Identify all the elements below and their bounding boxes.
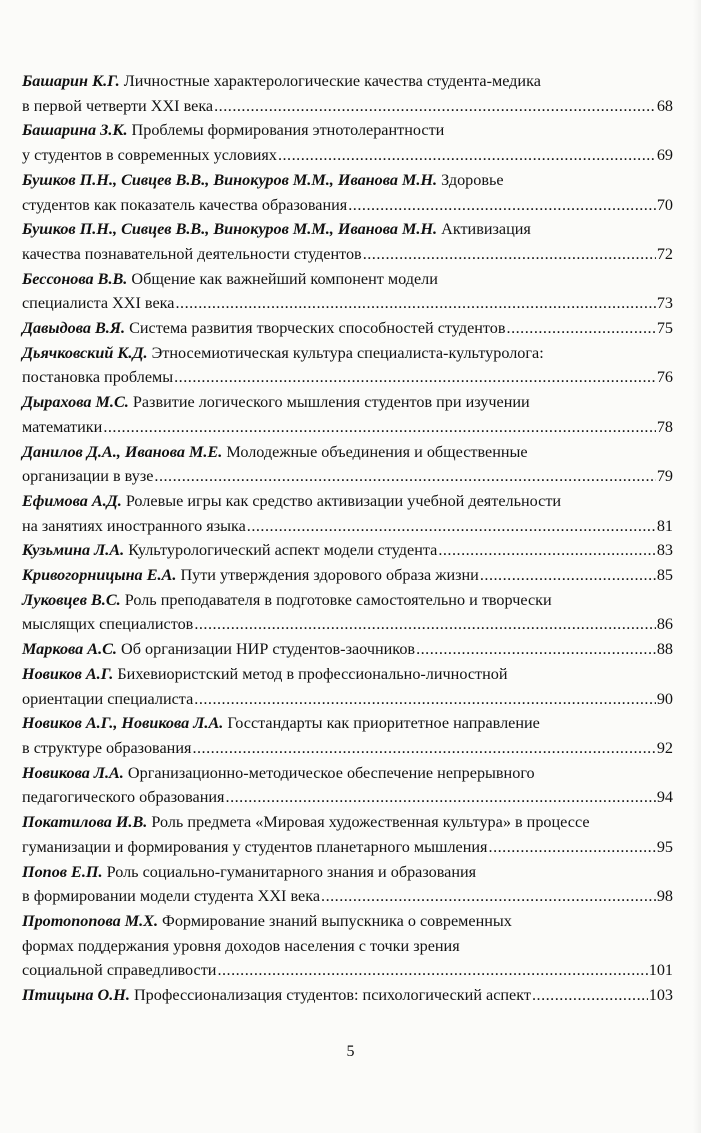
- dot-leader: [438, 538, 655, 563]
- entry-page-number: 69: [656, 146, 673, 165]
- dot-leader: [174, 365, 656, 390]
- page-edge-shadow: [693, 0, 701, 1133]
- entry-title-line: Здоровье: [441, 170, 504, 189]
- entry-title-line: Общение как важнейший компонент модели: [131, 269, 438, 288]
- entry-page-number: 90: [656, 689, 673, 708]
- entry-page-number: 83: [656, 541, 673, 560]
- entry-title-line: Профессионализация студентов: психологический аспект: [133, 986, 531, 1005]
- dot-leader: [321, 884, 656, 909]
- entry-page-number: 70: [656, 195, 673, 214]
- page-number: 5: [346, 1043, 355, 1060]
- dot-leader: [480, 563, 656, 588]
- dot-leader: [214, 94, 656, 119]
- toc-entry: [22, 662, 673, 711]
- entry-title-line: Об организации НИР студентов-заочников: [121, 640, 416, 659]
- entry-title-line: студентов как показатель качества образования: [22, 195, 348, 214]
- dot-leader: [175, 291, 655, 316]
- entry-author: Бессонова В.В.: [22, 269, 128, 288]
- entry-author: Птицына О.Н.: [22, 986, 130, 1005]
- entry-author: Бушков П.Н., Сивцев В.В., Винокуров М.М., Иванова М.Н.: [22, 170, 438, 189]
- toc-entry: [22, 168, 673, 217]
- entry-page-number: 78: [656, 417, 673, 436]
- toc-entry: [22, 637, 673, 662]
- dot-leader: [217, 958, 647, 983]
- entry-author: Давыдова В.Я.: [22, 319, 126, 338]
- entry-author: Дырахова М.С.: [22, 393, 129, 412]
- entry-author: Луковцев В.С.: [22, 590, 121, 609]
- dot-leader: [154, 464, 655, 489]
- dot-leader: [348, 193, 656, 218]
- entry-title-line: организации в вузе: [22, 467, 154, 486]
- dot-leader: [226, 785, 656, 810]
- entry-page-number: 94: [656, 788, 673, 807]
- entry-author: Данилов Д.А., Иванова М.Е.: [22, 442, 223, 461]
- entry-page-number: 76: [656, 368, 673, 387]
- entry-title-line: ориентации специалиста: [22, 689, 194, 708]
- toc-entry: [22, 538, 673, 563]
- entry-author: Дьячковский К.Д.: [22, 343, 148, 362]
- entry-title-line: на занятиях иностранного языка: [22, 516, 246, 535]
- dot-leader: [103, 415, 655, 440]
- dot-leader: [194, 612, 656, 637]
- entry-author: Протопопова М.Х.: [22, 911, 158, 930]
- entry-title-line: Пути утверждения здорового образа жизни: [180, 566, 479, 585]
- entry-title-line: Культурологический аспект модели студента: [128, 541, 438, 560]
- entry-page-number: 72: [656, 244, 673, 263]
- toc-entry: [22, 390, 673, 439]
- entry-title-line: формах поддержания уровня доходов населения с точки зрения: [22, 936, 460, 955]
- entry-title-line: Роль предмета «Мировая художественная культура» в процессе: [151, 813, 590, 832]
- entry-author: Кривогорницына Е.А.: [22, 566, 177, 585]
- entry-page-number: 68: [656, 96, 673, 115]
- entry-author: Маркова А.С.: [22, 640, 117, 659]
- entry-title-line: в формировании модели студента XXI века: [22, 887, 321, 906]
- dot-leader: [363, 242, 656, 267]
- entry-page-number: 85: [656, 566, 673, 585]
- toc-entry: [22, 810, 673, 859]
- toc-entry: [22, 217, 673, 266]
- entry-page-number: 73: [656, 294, 673, 313]
- toc-entry: [22, 909, 673, 983]
- entry-title-line: социальной справедливости: [22, 961, 217, 980]
- entry-author: Новиков А.Г.: [22, 664, 114, 683]
- entry-title-line: у студентов в современных условиях: [22, 146, 277, 165]
- dot-leader: [532, 983, 648, 1008]
- entry-page-number: 98: [656, 887, 673, 906]
- entry-author: Новиков А.Г., Новикова Л.А.: [22, 714, 224, 733]
- dot-leader: [489, 835, 656, 860]
- entry-author: Башарина З.К.: [22, 121, 128, 140]
- entry-title-line: Проблемы формирования этнотолерантности: [131, 121, 445, 140]
- entry-title-line: мыслящих специалистов: [22, 615, 194, 634]
- entry-title-line: в первой четверти XXI века: [22, 96, 214, 115]
- entry-page-number: 92: [656, 738, 673, 757]
- entry-title-line: Активизация: [441, 220, 531, 239]
- entry-title-line: качества познавательной деятельности студентов: [22, 244, 362, 263]
- entry-author: Покатилова И.В.: [22, 813, 148, 832]
- toc-entry: [22, 341, 673, 390]
- entry-page-number: 103: [648, 986, 673, 1005]
- dot-leader: [194, 687, 656, 712]
- toc-entry: [22, 267, 673, 316]
- entry-title-line: Организационно-методическое обеспечение непрерывного: [127, 763, 535, 782]
- dot-leader: [247, 514, 656, 539]
- entry-title-line: Бихевиористский метод в профессионально-личностной: [117, 664, 508, 683]
- toc-entry: [22, 860, 673, 909]
- entry-title-line: специалиста XXI века: [22, 294, 175, 313]
- entry-title-line: в структуре образования: [22, 738, 192, 757]
- dot-leader: [278, 143, 656, 168]
- toc-entry: [22, 489, 673, 538]
- entry-title-line: Развитие логического мышления студентов при изучении: [132, 393, 530, 412]
- entry-page-number: 88: [656, 640, 673, 659]
- entry-title-line: Ролевые игры как средство активизации учебной деятельности: [125, 491, 562, 510]
- entry-title-line: Личностные характерологические качества студента-медика: [123, 72, 541, 90]
- entry-author: Башарин К.Г.: [22, 72, 120, 90]
- entry-page-number: 81: [656, 516, 673, 535]
- entry-title-line: постановка проблемы: [22, 368, 174, 387]
- entry-title-line: Этносемиотическая культура специалиста-культуролога:: [151, 343, 544, 362]
- entry-page-number: 95: [656, 837, 673, 856]
- entry-page-number: 101: [648, 961, 673, 980]
- entry-title-line: Система развития творческих способностей студентов: [129, 319, 506, 338]
- entry-title-line: Госстандарты как приоритетное направление: [227, 714, 540, 733]
- entry-page-number: 75: [656, 319, 673, 338]
- table-of-contents: [22, 69, 673, 1008]
- dot-leader: [507, 316, 656, 341]
- dot-leader: [416, 637, 656, 662]
- entry-author: Бушков П.Н., Сивцев В.В., Винокуров М.М., Иванова М.Н.: [22, 220, 438, 239]
- entry-title-line: Молодежные объединения и общественные: [226, 442, 528, 461]
- toc-entry: [22, 440, 673, 489]
- toc-entry: [22, 316, 673, 341]
- entry-title-line: Роль социально-гуманитарного знания и образования: [106, 862, 477, 881]
- entry-title-line: педагогического образования: [22, 788, 225, 807]
- toc-entry: [22, 983, 673, 1008]
- entry-author: Новикова Л.А.: [22, 763, 124, 782]
- toc-entry: [22, 118, 673, 167]
- toc-entry: [22, 69, 673, 118]
- entry-page-number: 86: [656, 615, 673, 634]
- entry-author: Кузьмина Л.А.: [22, 541, 125, 560]
- entry-title-line: математики: [22, 417, 103, 436]
- dot-leader: [192, 736, 655, 761]
- entry-page-number: 79: [656, 467, 673, 486]
- toc-entry: [22, 588, 673, 637]
- toc-entry: [22, 761, 673, 810]
- toc-entry: [22, 563, 673, 588]
- entry-title-line: гуманизации и формирования у студентов планетарного мышления: [22, 837, 488, 856]
- entry-title-line: Роль преподавателя в подготовке самостоятельно и творчески: [124, 590, 552, 609]
- entry-title-line: Формирование знаний выпускника о современных: [162, 911, 512, 930]
- entry-author: Попов Е.П.: [22, 862, 103, 881]
- entry-author: Ефимова А.Д.: [22, 491, 122, 510]
- toc-entry: [22, 711, 673, 760]
